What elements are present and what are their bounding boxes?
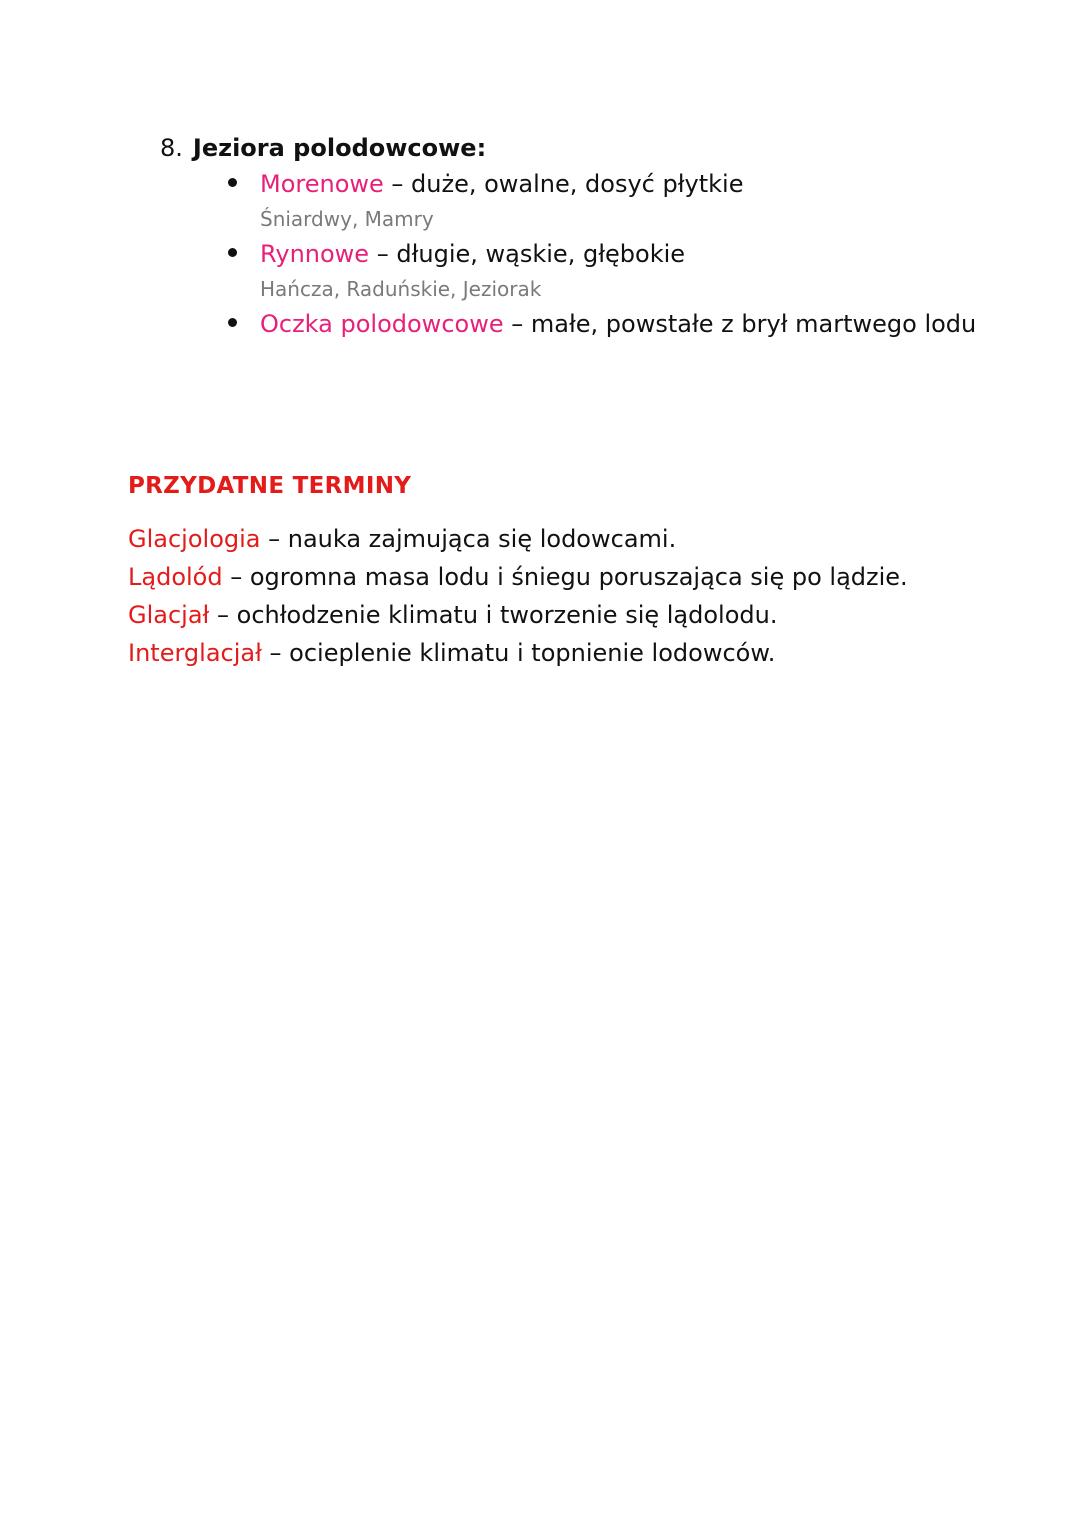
lake-term: Morenowe [260,170,384,198]
glacial-lakes-heading [160,130,1040,166]
term-word: Lądolód [128,563,223,591]
term-definition: – ochłodzenie klimatu i tworzenie się lądolodu. [209,601,778,629]
term-word: Glacjał [128,601,210,629]
lake-term: Rynnowe [260,240,370,268]
useful-terms-heading: PRZYDATNE TERMINY [128,473,412,499]
term-interglacial [128,634,1028,672]
useful-terms-section [128,468,1028,672]
term-definition: – ogromna masa lodu i śniegu poruszająca się po lądzie. [222,563,908,591]
term-definition: – nauka zajmująca się lodowcami. [260,525,677,553]
lake-main-line [260,166,1040,202]
lake-term: Oczka polodowcowe [260,310,504,338]
list-item-kettle-lakes [228,306,1040,342]
lake-examples: Hańcza, Raduńskie, Jeziorak [260,277,542,301]
bullet-icon [228,178,237,187]
term-glacial [128,596,1028,634]
term-glaciology [128,520,1028,558]
lake-description: – duże, owalne, dosyć płytkie [383,170,744,198]
glacial-lakes-section [160,130,1040,342]
lake-examples: Śniardwy, Mamry [260,207,434,231]
term-definition: – ocieplenie klimatu i topnienie lodowców. [261,639,776,667]
list-item-moraine-lakes [228,166,1040,236]
lake-main-line [260,306,1040,342]
lake-main-line [260,236,1040,272]
heading-number: 8. [160,134,183,162]
bullet-icon [228,318,237,327]
bullet-icon [228,248,237,257]
lake-description: – małe, powstałe z brył martwego lodu [503,310,977,338]
lake-type-list [228,166,1040,342]
heading-title: Jeziora polodowcowe: [192,134,487,162]
list-item-ribbon-lakes [228,236,1040,306]
term-word: Glacjologia [128,525,261,553]
term-ice-sheet [128,558,1028,596]
term-word: Interglacjał [128,639,262,667]
lake-description: – długie, wąskie, głębokie [369,240,686,268]
